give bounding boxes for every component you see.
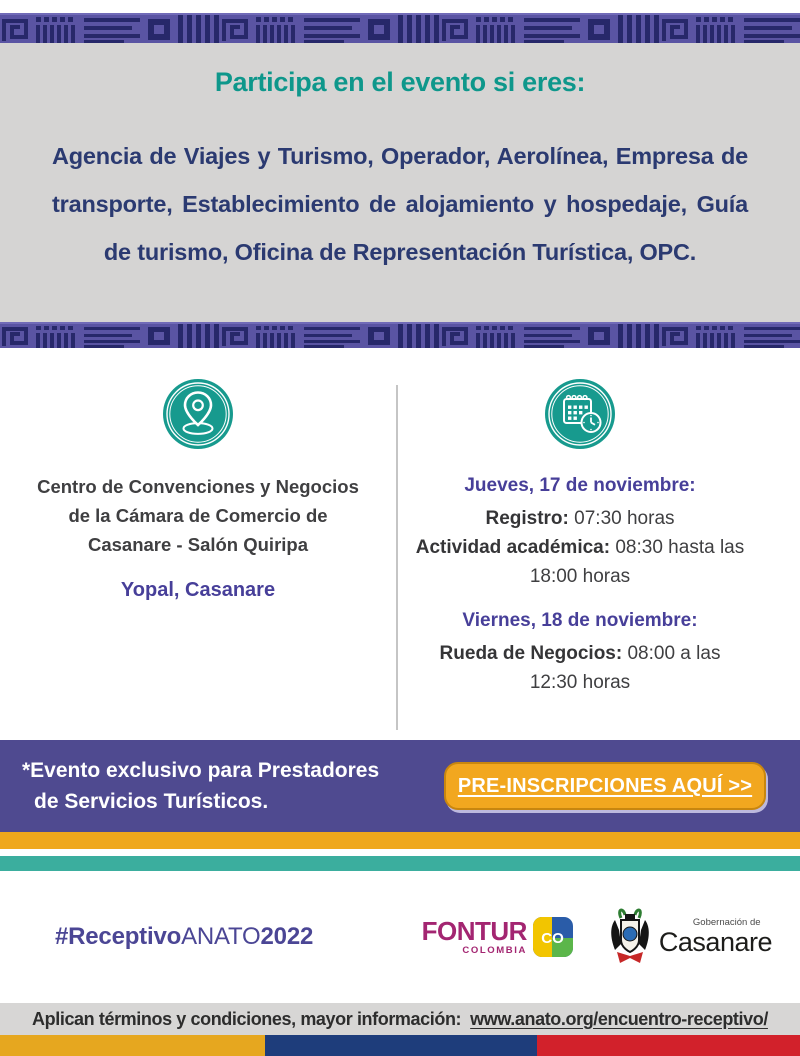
venue-line: Casanare - Salón Quiripa	[87, 534, 308, 555]
top-margin	[0, 0, 800, 13]
flag-yellow	[0, 1035, 265, 1056]
info-link[interactable]: www.anato.org/encuentro-receptivo/	[470, 1008, 768, 1029]
schedule-day-2	[415, 607, 745, 697]
fontur-wordmark	[422, 918, 527, 956]
ethnic-pattern-icon	[0, 15, 800, 43]
location-pin-icon	[162, 378, 234, 450]
ethnic-pattern-border-bottom	[0, 322, 800, 348]
sponsor-logos	[422, 906, 772, 968]
exclusivity-note	[22, 755, 379, 817]
note-line: *Evento exclusivo para Prestadores	[22, 759, 380, 782]
legal-text: Aplican términos y condiciones, mayor información:	[32, 1008, 462, 1029]
venue-city: Yopal, Casanare	[120, 579, 276, 601]
hashtag	[55, 923, 313, 951]
casanare-wordmark	[659, 918, 772, 957]
day-title: Jueves, 17 de noviembre:	[464, 475, 696, 496]
teal-stripe	[0, 856, 800, 871]
legal-bar	[0, 1003, 800, 1035]
white-gap	[0, 849, 800, 856]
casanare-logo	[607, 906, 772, 968]
cta-banner	[0, 740, 800, 832]
calendar-clock-icon	[544, 378, 616, 450]
colombia-co-badge-icon	[533, 917, 573, 957]
hashtag-prefix: #Receptivo	[55, 923, 182, 950]
casanare-crest-icon	[607, 906, 653, 968]
schedule-item: Actividad académica: 08:30 hasta las 18:00 horas	[415, 537, 745, 587]
column-divider	[396, 385, 398, 730]
venue-line: Centro de Convenciones y Negocios	[37, 476, 359, 497]
flag-red	[537, 1035, 800, 1056]
audience-section	[0, 43, 800, 322]
pre-inscriptions-button[interactable]: PRE-INSCRIPCIONES AQUÍ >>	[444, 762, 766, 810]
fontur-name: FONTUR	[421, 916, 527, 947]
ethnic-pattern-icon	[0, 324, 800, 348]
hashtag-year: 2022	[260, 923, 314, 950]
yellow-stripe	[0, 832, 800, 849]
venue-address	[37, 472, 359, 559]
footer	[0, 871, 800, 1003]
svg-text:CO: CO	[541, 930, 564, 947]
casanare-top: Gobernación de	[692, 916, 761, 928]
section-title: Participa en el evento si eres:	[214, 67, 586, 97]
fontur-logo	[422, 917, 573, 957]
day-title: Viernes, 18 de noviembre:	[462, 610, 698, 631]
hashtag-mid: ANATO	[181, 923, 261, 950]
venue-line: de la Cámara de Comercio de	[68, 505, 328, 526]
audience-text: Agencia de Viajes y Turismo, Operador, Aerolínea, Empresa de transporte, Establecimiento de alojamiento y hospedaje, Guía de turismo, Oficina de Representación Turística, OPC.	[52, 143, 748, 265]
schedule-item: Rueda de Negocios: 08:00 a las 12:30 horas	[439, 643, 721, 693]
flag-stripes	[0, 1035, 800, 1056]
schedule-day-1	[415, 472, 745, 591]
venue-column	[0, 348, 396, 740]
note-line: de Servicios Turísticos.	[34, 790, 269, 813]
flag-blue	[265, 1035, 537, 1056]
schedule-column	[396, 348, 800, 740]
schedule-item: Registro: 07:30 horas	[485, 508, 675, 529]
ethnic-pattern-border-top	[0, 13, 800, 43]
casanare-name: Casanare	[658, 927, 772, 958]
event-info-section	[0, 348, 800, 740]
fontur-sub: COLOMBIA	[462, 945, 527, 957]
